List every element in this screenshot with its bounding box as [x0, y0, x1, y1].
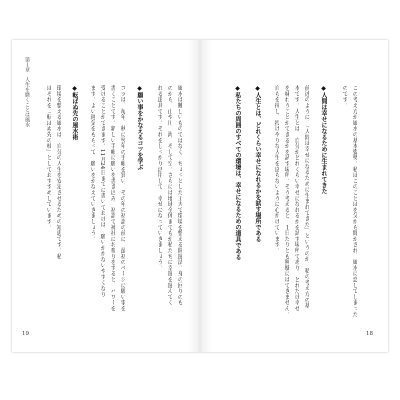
body-column: を味わうことができるかを試す場所。そう考えると、１日たりとも無駄にはできません。 [283, 85, 289, 317]
left-page [12, 40, 200, 352]
book-spread [12, 40, 388, 352]
body-column: れる道具です。それをしっかり活用して、幸せになっていきましょう。 [156, 85, 162, 271]
page-number: 19 [22, 331, 29, 337]
section-heading: ◆人生とは、どれくらい幸せになれるかを試す場所である [254, 85, 261, 242]
body-column: 受けることができます。11月24日までに書いておけば、願いがかないやすくなり [99, 85, 105, 297]
book-gutter [188, 40, 212, 352]
right-page [200, 40, 388, 352]
body-column: はそれを「転ばぬ先の杖」としておすすめしています。 [45, 85, 51, 230]
body-column: のです。 [341, 85, 347, 109]
body-column: この考え方が風水の基本姿勢。私はこのことばを父から聞かされ、風水に恋してしまった [351, 85, 357, 317]
body-column: 書くことです。新しい手帳に願いを書き込み、初詣で神社にお参りをすると、パワーを [109, 85, 115, 312]
section-heading: ◆私たちの周囲のすべての環境は、幸せになるための道具である [234, 85, 241, 260]
section-heading: ◆人間は幸せになるために生まれてきた [320, 85, 327, 194]
body-column: 本です。人生とは、自分がどれくらい幸せになれるかを試す場所であり、どれだけ幸せ [293, 85, 299, 312]
body-column: のから、山や川、海、そして空。さらには地球全体までもが私たちに幸運を運んでく [166, 85, 172, 306]
body-column: 環境を整える風水は、自分の人生を安定させるための知恵です。私 [55, 85, 61, 259]
section-heading: ◆願い事をかなえるコツを学ぶ [136, 85, 143, 170]
section-heading: ◆転ばぬ先の風水術 [71, 85, 78, 140]
body-column: ます。よい運気をもらって、願いをかなえていきましょう。 [89, 85, 95, 242]
body-column: 自らを律し、投げやりな人生を送らないように心がけています。 [273, 85, 279, 254]
body-column: 風水は難しいものではなく、ちょっとした工夫で環境を整える開運法。身の回りのも [176, 85, 182, 306]
body-column: コツは、毎年、秋に翌年の手帳を買い、その年の初詣の前に、最初のページに願い事を [119, 85, 125, 312]
chapter-header: 第１章 人生を磨くことは風水 [24, 57, 30, 127]
body-column: 前述のように、「人間は幸せになるために生まれてきた」というのが、私の考え方の基 [303, 85, 309, 309]
page-number: 18 [366, 331, 373, 337]
